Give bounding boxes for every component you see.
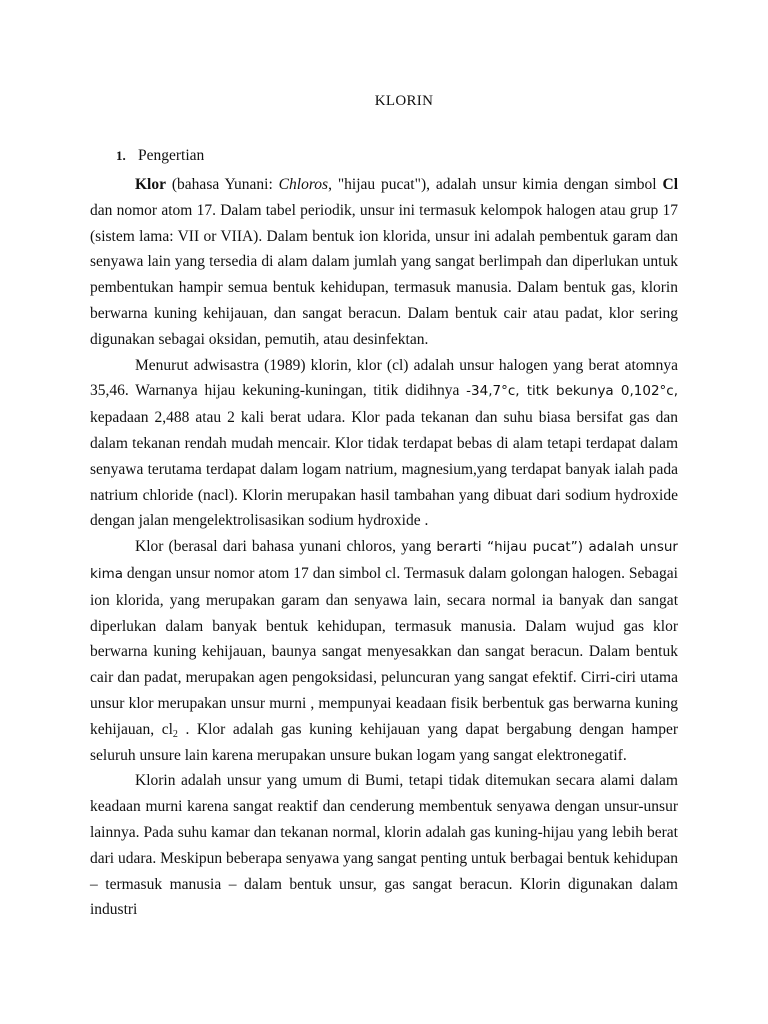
document-title: KLORIN (374, 93, 434, 109)
text-run: . Klor adalah gas kuning kehijauan yang dapat bergabung dengan hamper seluruh unsure lain karena merupakan unsure bukan logam yang sangat elektronegatif. (90, 720, 678, 764)
text-run: dan nomor atom 17. Dalam tabel periodik, unsur ini termasuk kelompok halogen atau grup 17 (sistem lama: VII or VIIA). Dalam bentuk ion klorida, unsur ini adalah pembentuk garam dan senyawa lain yang tersedia di alam dalam jumlah yang sangat berlimpah dan diperlukan untuk pembentukan hampir semua bentuk kehidupan, termasuk manusia. Dalam bentuk gas, klorin berwarna kuning kehijauan, dan sangat beracun. Dalam bentuk cair atau padat, klor sering digunakan sebagai oksidan, pemutih, atau desinfektan. (90, 201, 678, 348)
paragraph-klor-origin (90, 534, 678, 768)
text-run: (bahasa Yunani: (166, 176, 279, 193)
section-heading (116, 147, 204, 165)
paragraph-definition (90, 172, 678, 353)
section-number: 1. (116, 148, 126, 163)
symbol-cl: Cl (662, 176, 678, 193)
term-klor: Klor (135, 176, 166, 193)
formula-subscript: 2 (172, 728, 178, 740)
paragraph-adwisastra (90, 353, 678, 535)
text-run: Menurut adwisastra (1989) klorin, klor (cl) adalah unsur halogen yang berat atomnya 35,46. Warnanya hijau kekuning-kuningan, titik didihnya (90, 356, 678, 400)
formula-cl2 (162, 721, 178, 738)
text-run: , "hijau pucat"), adalah unsur kimia dengan simbol (328, 176, 663, 193)
text-run: kepadaan 2,488 atau 2 kali berat udara. Klor pada tekanan dan suhu biasa bersifat gas dan dalam tekanan rendah mudah mencair. Klor tidak terdapat bebas di alam tetapi terdapat dalam senyawa terutama terdapat dalam logam natrium, magnesium,yang terdapat banyak ialah pada natrium chloride (nacl). Klorin merupakan hasil tambahan yang dibuat dari sodium hydroxide dengan jalan mengelektrolisasikan sodium hydroxide . (90, 409, 678, 530)
text-run: Klorin adalah unsur yang umum di Bumi, tetapi tidak ditemukan secara alami dalam keadaan murni karena sangat reaktif dan cenderung membentuk senyawa dengan unsur-unsur lainnya. Pada suhu kamar dan tekanan normal, klorin adalah gas kuning-hijau yang lebih berat dari udara. Meskipun beberapa senyawa yang sangat penting untuk berbagai bentuk kehidupan – termasuk manusia – dalam bentuk unsur, gas sangat beracun. Klorin digunakan dalam industri (90, 772, 678, 919)
paragraph-klorin-bumi (90, 768, 678, 923)
text-run-sans: berarti “hijau pucat”) adalah unsur kima (90, 539, 678, 582)
document-body (90, 172, 678, 923)
formula-base: cl (161, 720, 173, 738)
term-chloros: Chloros (278, 176, 329, 193)
text-run: dengan unsur nomor atom 17 dan simbol cl. Termasuk dalam golongan halogen. Sebagai ion klorida, yang merupakan garam dan senyawa lain, secara normal ia banyak dan sangat diperlukan dalam banyak bentuk kehidupan, termasuk manusia. Dalam wujud gas klor berwarna kuning kehijauan, baunya sangat menyesakkan dan sangat beracun. Dalam bentuk cair dan padat, merupakan agen pengoksidasi, peluncuran yang sangat efektif. Cirri-ciri utama unsur klor merupakan unsur murni , mempunyai keadaan fisik berbentuk gas berwarna kuning kehijauan, (90, 564, 678, 738)
text-run: Klor (berasal dari bahasa yunani chloros, yang (135, 538, 437, 556)
section-title: Pengertian (138, 147, 205, 164)
temperature-values: -34,7°c, titk bekunya 0,102°c, (466, 383, 679, 400)
